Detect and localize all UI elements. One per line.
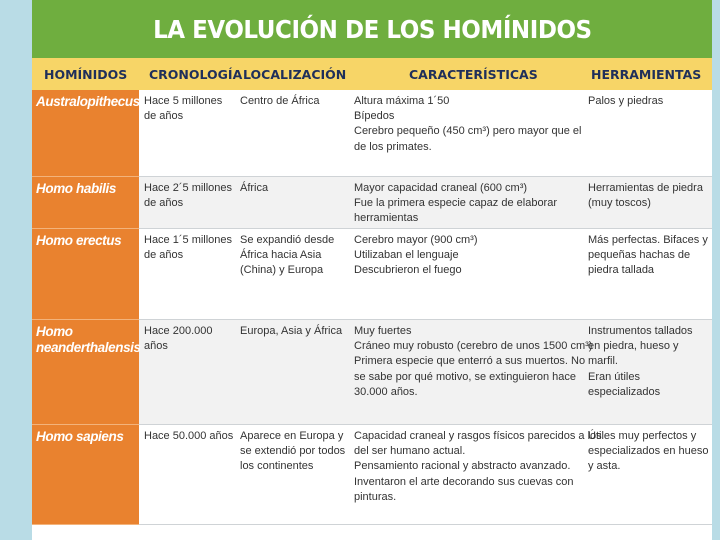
location-cell-line: Centro de África <box>240 95 320 107</box>
tools-cell-line: Más perfectas. Bifaces y <box>588 234 708 246</box>
characteristics-cell-line: Inventaron el arte decorando sus cuevas con <box>354 475 574 488</box>
tools-cell-line: especializados en hueso <box>588 445 709 458</box>
characteristics-cell-line: Muy fuertes <box>354 325 412 337</box>
characteristics-cell-line: pinturas. <box>354 490 397 503</box>
location-cell <box>235 177 349 228</box>
location-cell-line: Europa, Asia y África <box>240 325 343 337</box>
chronology-cell-line: Hace 200.000 <box>144 325 213 337</box>
chronology-cell <box>139 425 235 524</box>
location-cell-line: se extendió por todos <box>240 445 346 458</box>
location-cell <box>235 229 349 319</box>
chronology-cell-line: años <box>144 340 168 353</box>
chronology-cell-line: Hace 2´5 millones <box>144 182 233 194</box>
chronology-cell-line: de años <box>144 197 184 210</box>
tools-cell-line: (muy toscos) <box>588 197 651 210</box>
location-cell-line: Se expandió desde <box>240 234 335 246</box>
location-cell <box>235 425 349 524</box>
location-cell-line: Aparece en Europa y <box>240 430 344 442</box>
tools-cell <box>583 425 712 524</box>
table-row <box>32 229 712 320</box>
characteristics-cell-line: Fue la primera especie capaz de elaborar <box>354 197 558 210</box>
hominid-name <box>32 320 139 425</box>
characteristics-cell-line: Capacidad craneal y rasgos físicos parecidos a los <box>354 430 602 442</box>
hominid-name <box>32 90 139 177</box>
characteristics-cell-line: Descubrieron el fuego <box>354 264 462 277</box>
page-title: LA EVOLUCIÓN DE LOS HOMÍNIDOS <box>152 14 592 44</box>
table-sheet <box>32 0 712 540</box>
characteristics-cell-line: Utilizaban el lenguaje <box>354 249 459 262</box>
tools-cell-line: pequeñas hachas de <box>588 249 691 262</box>
location-cell <box>235 90 349 176</box>
characteristics-cell-line: Primera especie que enterró a sus muertos. No <box>354 355 586 368</box>
chronology-cell-line: Hace 1´5 millones <box>144 234 233 246</box>
header-characteristics: CARACTERÍSTICAS <box>409 66 538 82</box>
characteristics-cell <box>349 320 593 424</box>
hominid-name-line: Homo erectus <box>36 233 122 248</box>
header-chronology: CRONOLOGÍA <box>149 66 243 82</box>
hominid-name <box>32 229 139 320</box>
tools-cell-line: marfil. <box>588 355 618 368</box>
characteristics-cell <box>349 177 583 228</box>
table-row <box>32 177 712 229</box>
characteristics-cell-line: Pensamiento racional y abstracto avanzado. <box>354 460 571 473</box>
chronology-cell-line: de años <box>144 249 184 262</box>
characteristics-cell-line: 30.000 años. <box>354 385 418 398</box>
characteristics-cell-line: herramientas <box>354 212 419 225</box>
header-tools: HERRAMIENTAS <box>591 66 702 82</box>
location-cell-line: África hacia Asia <box>240 249 322 262</box>
characteristics-cell-line: del ser humano actual. <box>354 445 466 458</box>
tools-cell <box>583 90 712 176</box>
tools-cell-line: Palos y piedras <box>588 95 664 107</box>
tools-cell-line: Útiles muy perfectos y <box>588 430 697 442</box>
header-location: LOCALIZACIÓN <box>243 66 347 82</box>
characteristics-cell <box>349 90 583 176</box>
hominid-name-line: Homo sapiens <box>36 429 124 444</box>
tools-cell <box>583 320 712 424</box>
hominid-name-line: Homo <box>36 324 73 339</box>
tools-cell-line: en piedra, hueso y <box>588 340 679 353</box>
characteristics-cell-line: se sabe por qué motivo, se extinguieron hace <box>354 370 576 383</box>
chronology-cell <box>139 177 235 228</box>
hominid-name <box>32 177 139 229</box>
chronology-cell <box>139 229 235 319</box>
hominid-name-line: Australopithecus <box>36 94 140 109</box>
location-cell-line: los continentes <box>240 460 314 473</box>
characteristics-cell-line: Cráneo muy robusto (cerebro de unos 1500 cm³) <box>354 340 593 353</box>
hominid-name-line: neanderthalensis <box>36 340 141 355</box>
chronology-cell-line: de años <box>144 110 184 123</box>
tools-cell <box>583 177 712 228</box>
table-row <box>32 320 712 425</box>
location-cell-line: África <box>240 182 269 194</box>
tools-cell <box>583 229 712 319</box>
tools-cell-line: Instrumentos tallados <box>588 325 693 337</box>
tools-cell-line: piedra tallada <box>588 264 655 277</box>
characteristics-cell-line: Mayor capacidad craneal (600 cm³) <box>354 182 528 194</box>
characteristics-cell <box>349 425 602 524</box>
chronology-cell <box>139 90 235 176</box>
characteristics-cell <box>349 229 583 319</box>
chronology-cell <box>139 320 235 424</box>
table-row <box>32 425 712 525</box>
hominid-name-line: Homo habilis <box>36 181 116 196</box>
characteristics-cell-line: Bípedos <box>354 110 395 123</box>
tools-cell-line: y asta. <box>588 460 621 473</box>
chronology-cell-line: Hace 50.000 años <box>144 430 234 442</box>
hominid-name <box>32 425 139 525</box>
location-cell <box>235 320 349 424</box>
tools-cell-line: especializados <box>588 385 661 398</box>
table-row <box>32 90 712 177</box>
table-body <box>32 90 712 525</box>
tools-cell-line: Herramientas de piedra <box>588 182 703 194</box>
characteristics-cell-line: de los primates. <box>354 140 432 153</box>
characteristics-cell-line: Altura máxima 1´50 <box>354 95 450 107</box>
tools-cell-line: Eran útiles <box>588 370 640 383</box>
characteristics-cell-line: Cerebro pequeño (450 cm³) pero mayor que el <box>354 125 582 138</box>
header-hominids: HOMÍNIDOS <box>44 66 128 82</box>
title-bar <box>32 0 712 58</box>
location-cell-line: (China) y Europa <box>240 264 324 277</box>
table-header <box>32 58 712 90</box>
chronology-cell-line: Hace 5 millones <box>144 95 223 107</box>
characteristics-cell-line: Cerebro mayor (900 cm³) <box>354 234 478 246</box>
